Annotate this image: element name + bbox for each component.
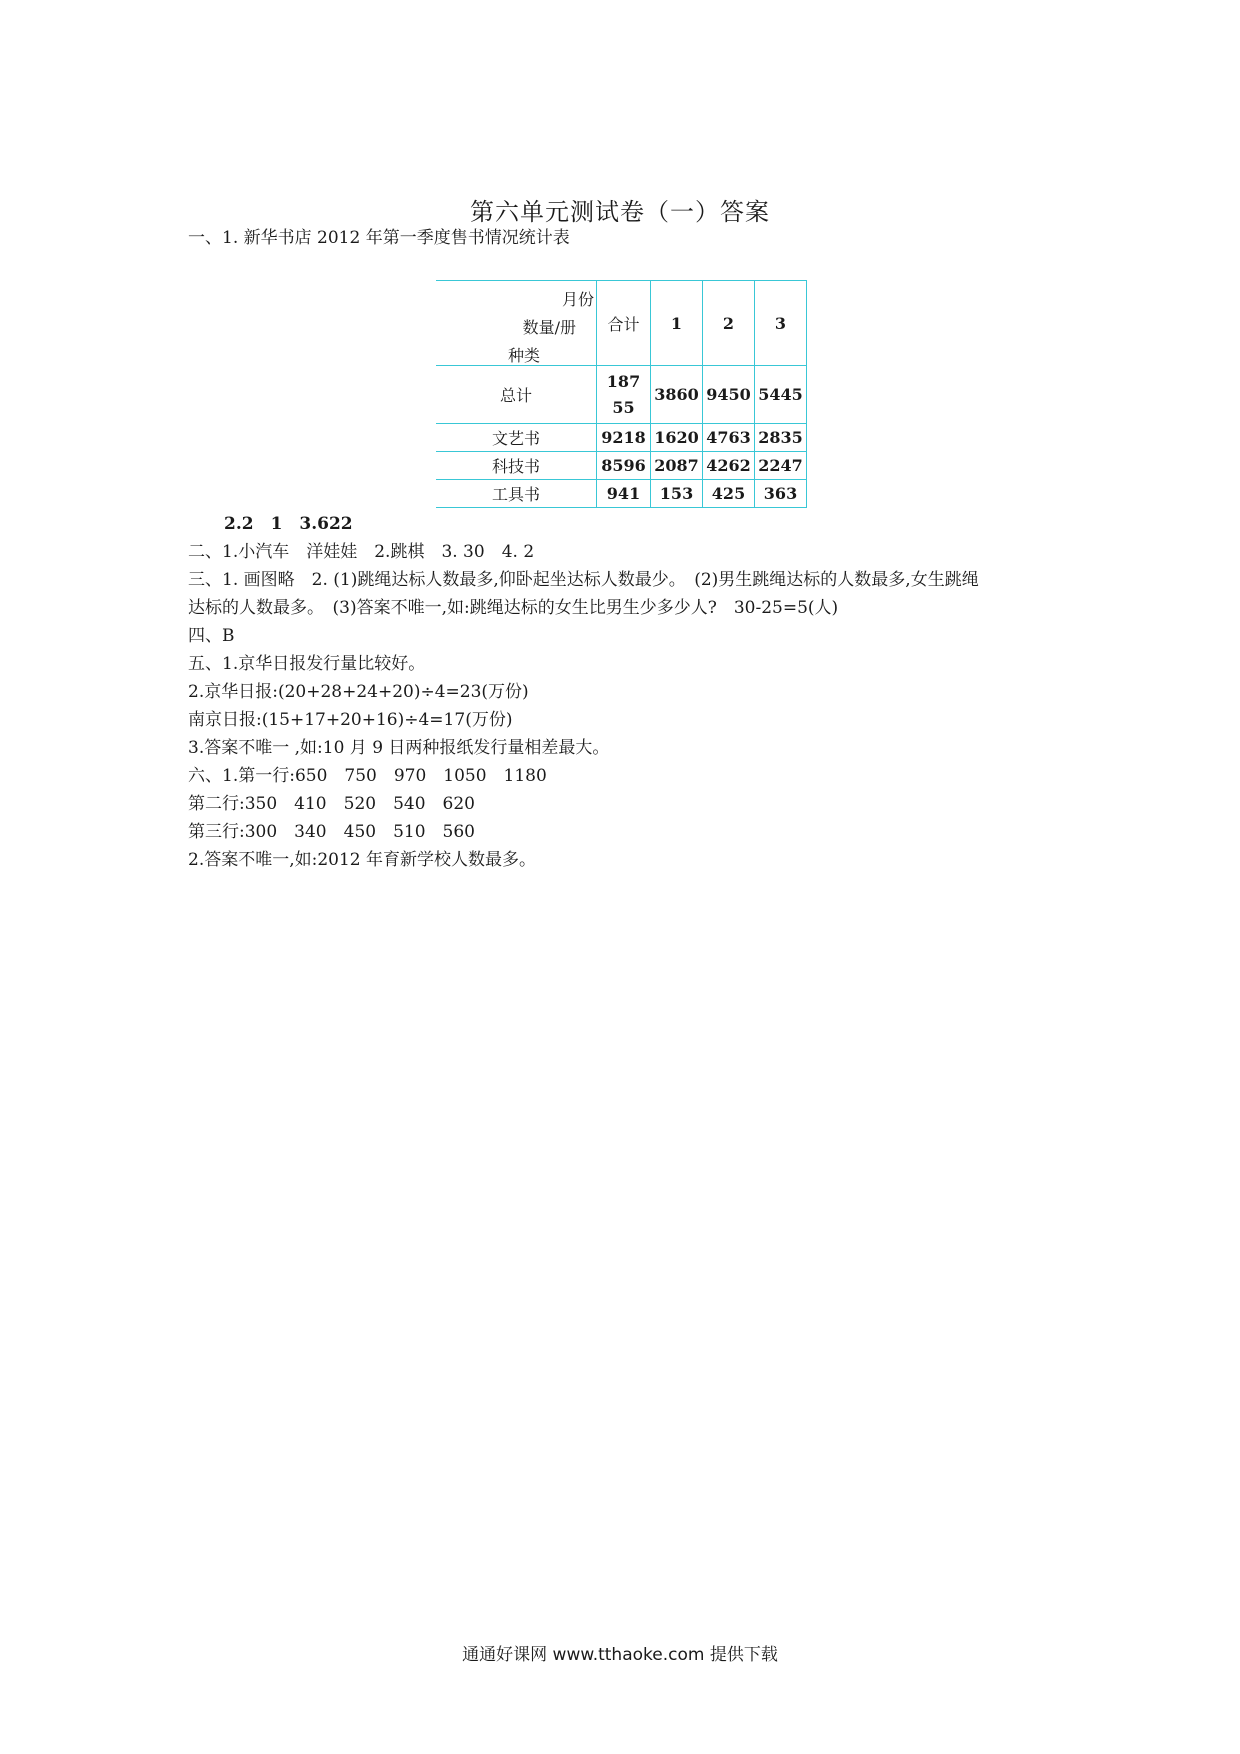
answer-line: 第三行:300 340 450 510 560: [188, 822, 475, 842]
header-month-3: 3: [755, 281, 807, 366]
header-kind: 种类: [508, 346, 541, 365]
row-m1: 153: [651, 480, 703, 508]
row-label: 文艺书: [436, 424, 597, 452]
row-total: [597, 366, 651, 424]
sales-statistics-table: [436, 280, 807, 508]
table-row: [436, 480, 807, 508]
row-m3: 5445: [755, 366, 807, 424]
header-month-2: 2: [703, 281, 755, 366]
header-month: 月份: [561, 290, 594, 309]
row-label: 总计: [436, 366, 597, 424]
header-month-1: 1: [651, 281, 703, 366]
row-m2: 4262: [703, 452, 755, 480]
row-m2: 9450: [703, 366, 755, 424]
answer-line: 2.答案不唯一,如:2012 年育新学校人数最多。: [188, 850, 537, 870]
row-m3: 2835: [755, 424, 807, 452]
table-header-row: [436, 281, 807, 366]
header-total: 合计: [597, 281, 651, 366]
answer-line: 南京日报:(15+17+20+16)÷4=17(万份): [188, 710, 513, 730]
answer-line: 2.京华日报:(20+28+24+20)÷4=23(万份): [188, 682, 529, 702]
row-total-value: 18755: [606, 371, 641, 417]
table-row: [436, 366, 807, 424]
answer-line: 第二行:350 410 520 540 620: [188, 794, 475, 814]
answer-line: 二、1.小汽车 洋娃娃 2.跳棋 3. 30 4. 2: [188, 542, 535, 562]
table-row: [436, 452, 807, 480]
row-m1: 2087: [651, 452, 703, 480]
row-label: 工具书: [436, 480, 597, 508]
answer-line: 达标的人数最多。 (3)答案不唯一,如:跳绳达标的女生比男生少多少人? 30-25=5(人): [188, 598, 839, 618]
page-title: 第六单元测试卷（一）答案: [470, 198, 770, 226]
answer-line: 3.答案不唯一 ,如:10 月 9 日两种报纸发行量相差最大。: [188, 738, 610, 758]
table-corner-header: [436, 281, 597, 366]
row-total: 941: [597, 480, 651, 508]
page-footer: 通通好课网 www.tthaoke.com 提供下载: [462, 1645, 778, 1665]
answer-line: 三、1. 画图略 2. (1)跳绳达标人数最多,仰卧起坐达标人数最少。 (2)男生跳绳达标的人数最多,女生跳绳: [188, 570, 979, 590]
row-m3: 2247: [755, 452, 807, 480]
section1-q2-q3: 2.2 1 3.622: [224, 514, 353, 534]
row-m1: 1620: [651, 424, 703, 452]
row-m3: 363: [755, 480, 807, 508]
row-m2: 4763: [703, 424, 755, 452]
header-qty: 数量/册: [522, 318, 576, 337]
answer-line: 四、B: [188, 626, 235, 646]
row-label: 科技书: [436, 452, 597, 480]
section1-q1-label: 一、1. 新华书店 2012 年第一季度售书情况统计表: [188, 228, 570, 248]
row-total: 8596: [597, 452, 651, 480]
row-m1: 3860: [651, 366, 703, 424]
answer-line: 六、1.第一行:650 750 970 1050 1180: [188, 766, 547, 786]
table-row: [436, 424, 807, 452]
row-m2: 425: [703, 480, 755, 508]
row-total: 9218: [597, 424, 651, 452]
answer-line: 五、1.京华日报发行量比较好。: [188, 654, 426, 674]
